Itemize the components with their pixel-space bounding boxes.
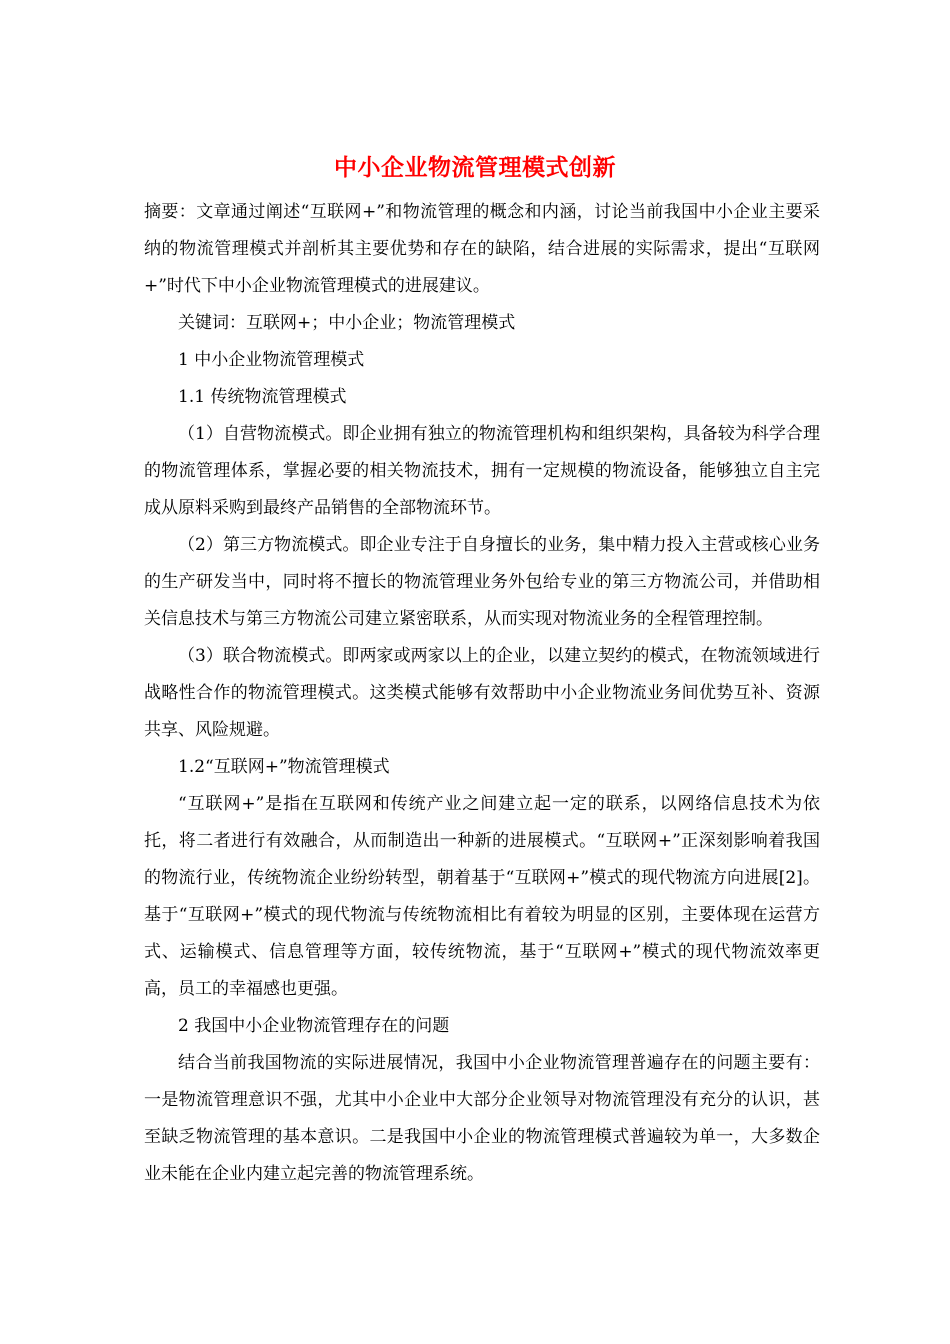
document-title: 中小企业物流管理模式创新 (334, 154, 616, 181)
subsection-heading-1-2: 1.2“互联网+”物流管理模式 (178, 757, 390, 777)
subsection-heading-1-1: 1.1 传统物流管理模式 (178, 387, 347, 407)
document-body (144, 194, 820, 1193)
section-heading-2: 2 我国中小企业物流管理存在的问题 (178, 1016, 450, 1036)
paragraph-internet-plus: “互联网+”是指在互联网和传统产业之间建立起一定的联系，以网络信息技术为依托，将二者进行有效融合，从而制造出一种新的进展模式。“互联网+”正深刻影响着我国的物流行业，传统物流企业纷纷转型，朝着基于“互联网+”模式的现代物流方向进展[2]。基于“互联网+”模式的现代物流与传统物流相比有着较为明显的区别，主要体现在运营方式、运输模式、信息管理等方面，较传统物流，基于“互联网+”模式的现代物流效率更高，员工的幸福感也更强。 (144, 794, 820, 999)
paragraph-self-logistics: （1）自营物流模式。即企业拥有独立的物流管理机构和组织架构，具备较为科学合理的物流管理体系，掌握必要的相关物流技术，拥有一定规模的物流设备，能够独立自主完成从原料采购到最终产品销售的全部物流环节。 (144, 424, 820, 518)
abstract-paragraph: 摘要：文章通过阐述“互联网+”和物流管理的概念和内涵，讨论当前我国中小企业主要采纳的物流管理模式并剖析其主要优势和存在的缺陷，结合进展的实际需求，提出“互联网+”时代下中小企业物流管理模式的进展建议。 (144, 202, 820, 296)
keywords-line: 关键词：互联网+；中小企业；物流管理模式 (178, 313, 516, 333)
paragraph-problems: 结合当前我国物流的实际进展情况，我国中小企业物流管理普遍存在的问题主要有：一是物流管理意识不强，尤其中小企业中大部分企业领导对物流管理没有充分的认识，甚至缺乏物流管理的基本意识。二是我国中小企业的物流管理模式普遍较为单一，大多数企业未能在企业内建立起完善的物流管理系统。 (144, 1053, 820, 1184)
paragraph-joint-logistics: （3）联合物流模式。即两家或两家以上的企业，以建立契约的模式，在物流领域进行战略性合作的物流管理模式。这类模式能够有效帮助中小企业物流业务间优势互补、资源共享、风险规避。 (144, 646, 820, 740)
section-heading-1: 1 中小企业物流管理模式 (178, 350, 365, 370)
paragraph-third-party-logistics: （2）第三方物流模式。即企业专注于自身擅长的业务，集中精力投入主营或核心业务的生产研发当中，同时将不擅长的物流管理业务外包给专业的第三方物流公司，并借助相关信息技术与第三方物流公司建立紧密联系，从而实现对物流业务的全程管理控制。 (144, 535, 820, 629)
